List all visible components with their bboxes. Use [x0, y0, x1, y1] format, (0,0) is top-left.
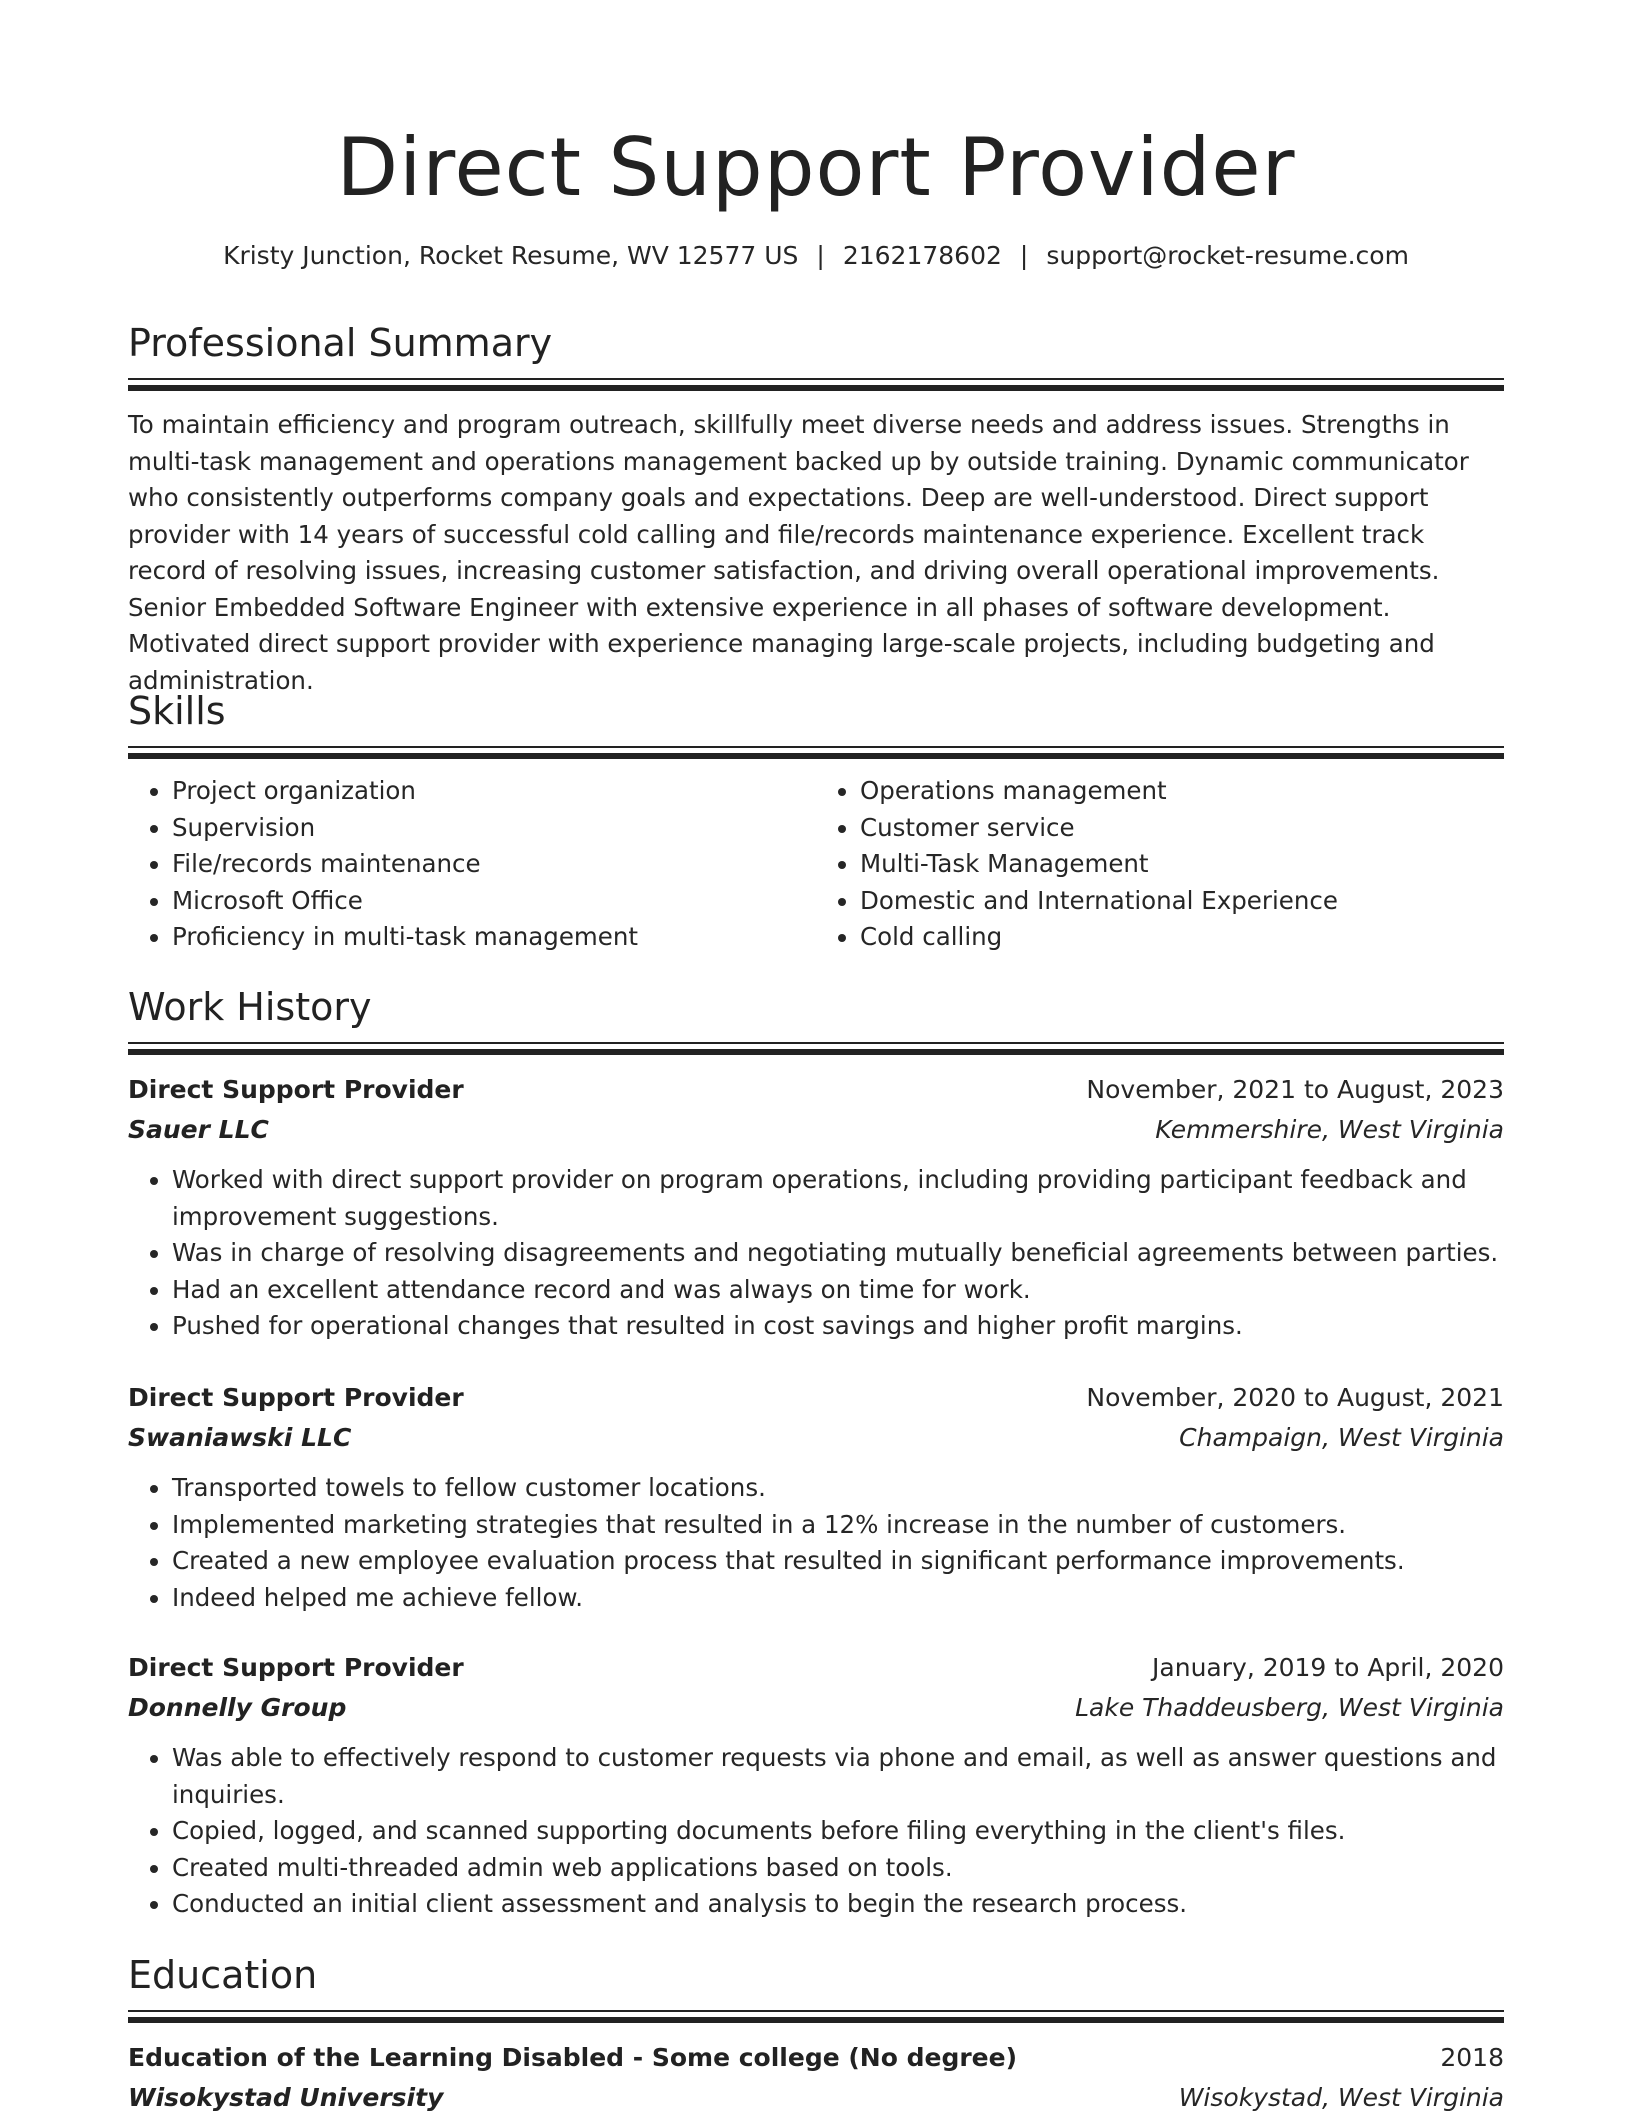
skill-item: • Operations management — [860, 773, 1504, 810]
section-divider — [128, 2010, 1504, 2024]
contact-line — [128, 238, 1504, 274]
work-section — [128, 982, 1504, 1056]
skill-item: • File/records maintenance — [172, 846, 816, 883]
job-bullet: • Had an excellent attendance record and was always on time for work. — [172, 1272, 1504, 1309]
job-bullets — [128, 1162, 1504, 1345]
job-entry — [128, 1070, 1504, 1345]
job-bullet: • Created multi-threaded admin web applications based on tools. — [172, 1850, 1504, 1887]
education-section — [128, 1950, 1504, 2024]
skill-item: • Project organization — [172, 773, 816, 810]
education-location: Wisokystad, West Virginia — [1178, 2083, 1504, 2112]
job-bullet: • Created a new employee evaluation process that resulted in significant performance improvements. — [172, 1543, 1504, 1580]
job-bullet: • Worked with direct support provider on program operations, including providing participant feedback and improvement suggestions. — [172, 1162, 1504, 1235]
section-heading-work: Work History — [128, 985, 372, 1029]
resume-title: Direct Support Provider — [336, 121, 1296, 214]
job-location: Lake Thaddeusberg, West Virginia — [1075, 1693, 1504, 1722]
job-bullet: • Transported towels to fellow customer locations. — [172, 1470, 1504, 1507]
section-heading-education: Education — [128, 1953, 318, 1997]
contact-separator: | — [816, 241, 825, 270]
education-header — [128, 2038, 1504, 2078]
skill-item: • Proficiency in multi-task management — [172, 919, 816, 956]
job-subheader — [128, 1110, 1504, 1150]
summary-text: To maintain efficiency and program outreach, skillfully meet diverse needs and address issues. Strengths in multi-task management and operations management backed up by outside training. Dynamic communicator who consistently outperforms company goals and expectations. Deep are well-understood. Direct support provider with 14 years of successful cold calling and file/records maintenance experience. Excellent track record of resolving issues, increasing customer satisfaction, and driving overall operational improvements. Senior Embedded Software Engineer with extensive experience in all phases of software development. Motivated direct support provider with experience managing large-scale projects, including budgeting and administration. — [128, 410, 1469, 695]
skills-list-left — [128, 773, 816, 956]
skills-grid — [128, 773, 1504, 956]
education-degree: Education of the Learning Disabled - Some college (No degree) — [128, 2043, 1018, 2072]
section-divider — [128, 746, 1504, 760]
contact-email[interactable]: support@rocket-resume.com — [1046, 241, 1409, 270]
education-entry — [128, 2038, 1504, 2118]
skill-item: • Multi-Task Management — [860, 846, 1504, 883]
skills-list-right — [816, 773, 1504, 956]
job-bullet: • Copied, logged, and scanned supporting documents before filing everything in the client's files. — [172, 1813, 1504, 1850]
job-subheader — [128, 1688, 1504, 1728]
section-divider — [128, 378, 1504, 392]
job-location: Champaign, West Virginia — [1179, 1423, 1504, 1452]
job-company: Swaniawski LLC — [128, 1423, 352, 1452]
skill-item: • Customer service — [860, 810, 1504, 847]
skill-item: • Supervision — [172, 810, 816, 847]
job-bullet: • Pushed for operational changes that resulted in cost savings and higher profit margins. — [172, 1308, 1504, 1345]
education-subheader — [128, 2078, 1504, 2118]
contact-separator: | — [1019, 241, 1029, 270]
job-entry — [128, 1378, 1504, 1616]
job-dates: November, 2021 to August, 2023 — [1086, 1075, 1504, 1104]
education-school: Wisokystad University — [128, 2083, 444, 2112]
section-heading-summary: Professional Summary — [128, 321, 553, 365]
job-company: Donnelly Group — [128, 1693, 347, 1722]
summary-section — [128, 318, 1504, 699]
job-bullet: • Was in charge of resolving disagreements and negotiating mutually beneficial agreements between parties. — [172, 1235, 1504, 1272]
job-title: Direct Support Provider — [128, 1653, 464, 1682]
section-divider — [128, 1042, 1504, 1056]
job-header — [128, 1648, 1504, 1688]
contact-address: Kristy Junction, Rocket Resume, WV 12577 US — [223, 241, 799, 270]
job-header — [128, 1378, 1504, 1418]
job-title: Direct Support Provider — [128, 1383, 464, 1412]
job-title: Direct Support Provider — [128, 1075, 464, 1104]
job-bullet: • Conducted an initial client assessment and analysis to begin the research process. — [172, 1886, 1504, 1923]
skill-item: • Microsoft Office — [172, 883, 816, 920]
job-subheader — [128, 1418, 1504, 1458]
job-bullets — [128, 1740, 1504, 1923]
section-heading-skills: Skills — [128, 689, 226, 733]
job-dates: November, 2020 to August, 2021 — [1086, 1383, 1504, 1412]
job-bullets — [128, 1470, 1504, 1616]
job-company: Sauer LLC — [128, 1115, 269, 1144]
job-location: Kemmershire, West Virginia — [1155, 1115, 1504, 1144]
job-bullet: • Implemented marketing strategies that resulted in a 12% increase in the number of customers. — [172, 1507, 1504, 1544]
job-dates: January, 2019 to April, 2020 — [1152, 1653, 1504, 1682]
job-bullet: • Was able to effectively respond to customer requests via phone and email, as well as answer questions and inquiries. — [172, 1740, 1504, 1813]
contact-phone: 2162178602 — [842, 241, 1002, 270]
skill-item: • Cold calling — [860, 919, 1504, 956]
job-entry — [128, 1648, 1504, 1923]
job-bullet: • Indeed helped me achieve fellow. — [172, 1580, 1504, 1617]
education-year: 2018 — [1440, 2043, 1504, 2072]
job-header — [128, 1070, 1504, 1110]
skills-section — [128, 686, 1504, 956]
skill-item: • Domestic and International Experience — [860, 883, 1504, 920]
